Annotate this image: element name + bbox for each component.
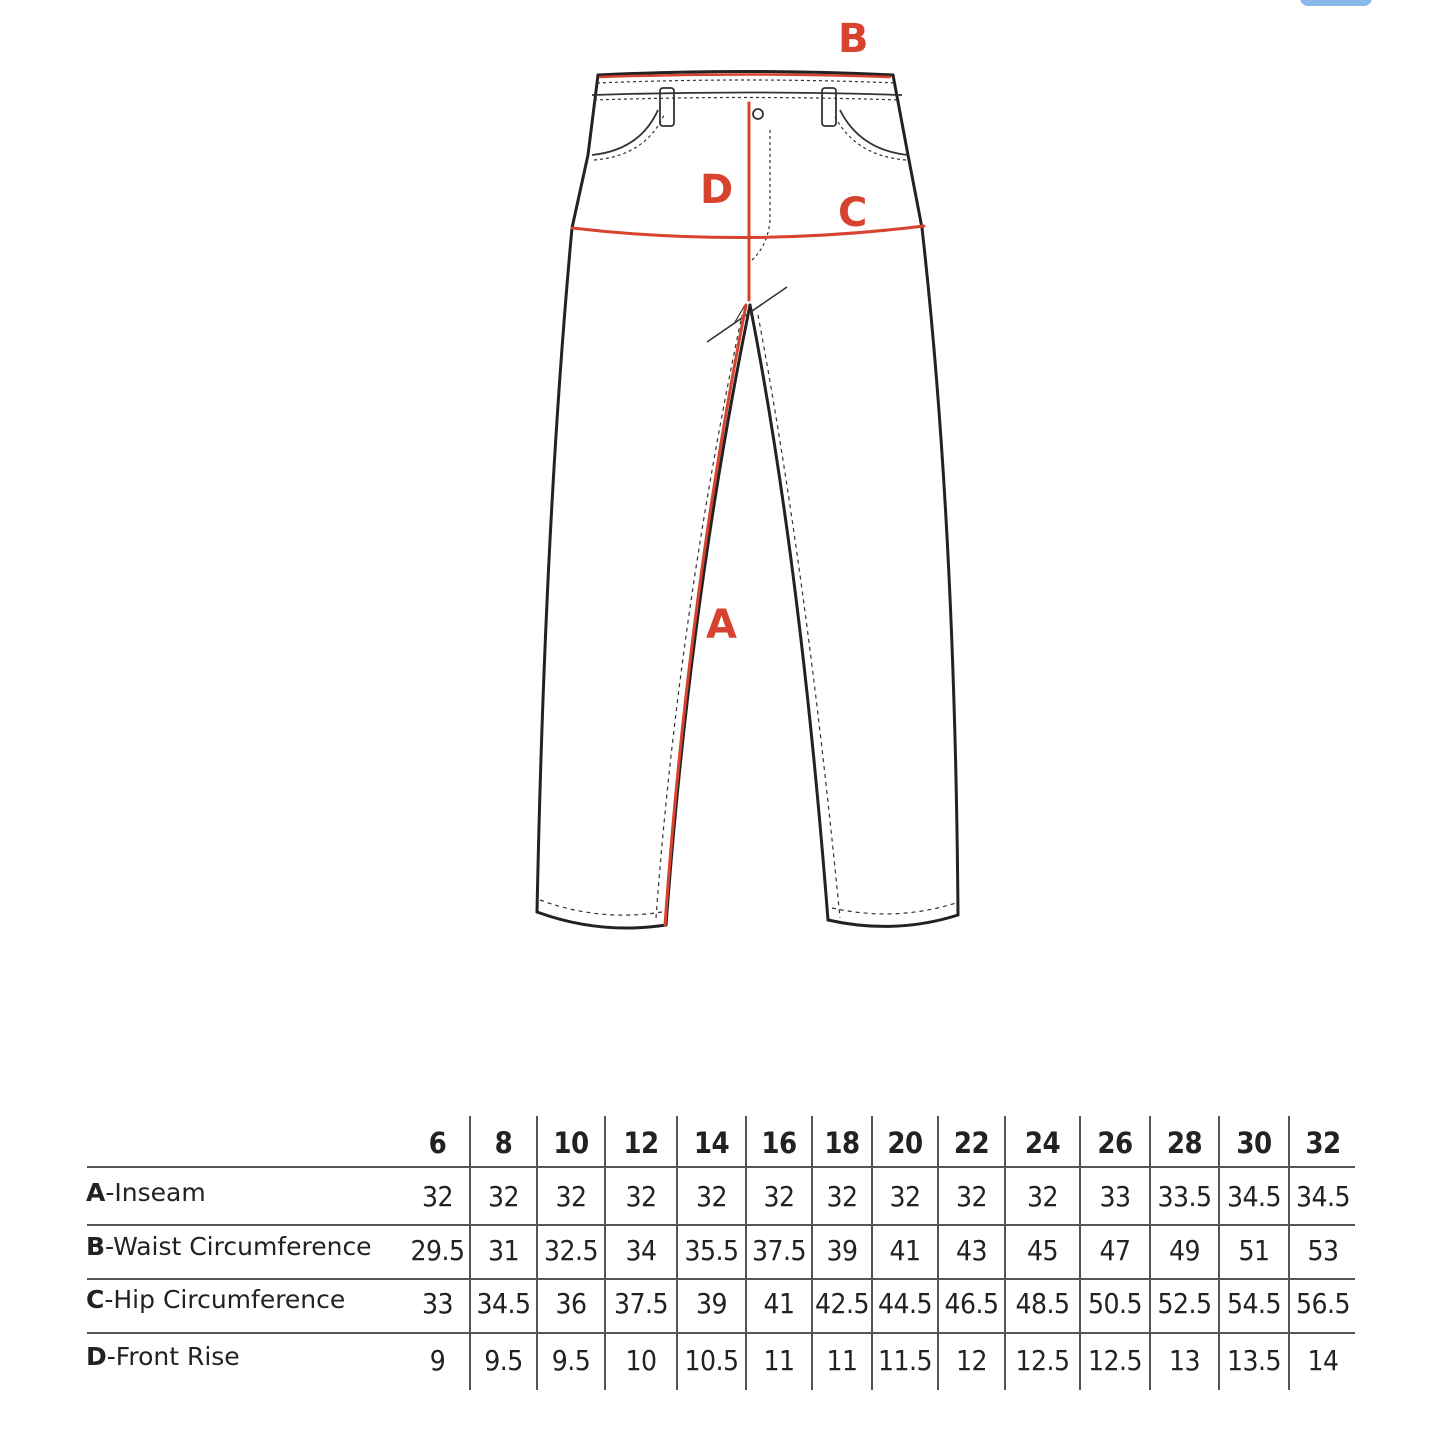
table-cell: 9 bbox=[429, 1344, 446, 1377]
size-header: 12 bbox=[623, 1126, 659, 1160]
table-cell: 47 bbox=[1099, 1234, 1131, 1267]
table-cell: 34.5 bbox=[1295, 1180, 1351, 1213]
table-cell: 11.5 bbox=[877, 1344, 933, 1377]
table-cell: 37.5 bbox=[613, 1287, 669, 1320]
table-cell: 34.5 bbox=[476, 1287, 531, 1320]
table-cell: 56.5 bbox=[1295, 1287, 1351, 1320]
table-cell: 50.5 bbox=[1087, 1287, 1143, 1320]
table-cell: 29.5 bbox=[410, 1234, 465, 1267]
row-label bbox=[86, 1339, 240, 1375]
size-header: 18 bbox=[824, 1126, 860, 1160]
table-cell: 9.5 bbox=[551, 1344, 591, 1377]
table-cell: 39 bbox=[826, 1234, 858, 1267]
row-letter: D bbox=[86, 1342, 107, 1371]
table-cell: 11 bbox=[826, 1344, 858, 1377]
table-cell: 44.5 bbox=[877, 1287, 933, 1320]
table-cell: 13 bbox=[1168, 1344, 1201, 1377]
table-cell: 41 bbox=[889, 1234, 921, 1267]
row-label bbox=[86, 1282, 345, 1318]
label-c: C bbox=[838, 190, 868, 236]
size-header: 22 bbox=[953, 1126, 990, 1160]
table-cell: 53 bbox=[1307, 1234, 1339, 1267]
size-header: 32 bbox=[1305, 1126, 1341, 1160]
table-cell: 34 bbox=[625, 1234, 657, 1267]
table-cell: 51 bbox=[1238, 1234, 1270, 1267]
table-cell: 32 bbox=[763, 1180, 795, 1213]
table-cell: 10 bbox=[625, 1344, 657, 1377]
table-cell: 39 bbox=[695, 1287, 728, 1320]
size-header: 14 bbox=[693, 1126, 730, 1160]
row-letter: A bbox=[86, 1178, 106, 1207]
label-a: A bbox=[706, 602, 737, 648]
table-cell: 32 bbox=[487, 1180, 520, 1213]
table-cell: 11 bbox=[763, 1344, 795, 1377]
row-label bbox=[86, 1229, 372, 1265]
label-b: B bbox=[838, 16, 869, 62]
table-cell: 12 bbox=[955, 1344, 988, 1377]
table-cell: 31 bbox=[487, 1234, 520, 1267]
table-cell: 12.5 bbox=[1087, 1344, 1143, 1377]
size-header: 24 bbox=[1024, 1126, 1061, 1160]
size-header: 8 bbox=[494, 1126, 513, 1160]
table-cell: 32 bbox=[555, 1180, 587, 1213]
table-cell: 33 bbox=[421, 1287, 454, 1320]
row-name: -Front Rise bbox=[106, 1342, 240, 1371]
table-cell: 10.5 bbox=[684, 1344, 739, 1377]
table-cell: 52.5 bbox=[1157, 1287, 1212, 1320]
table-cell: 49 bbox=[1168, 1234, 1201, 1267]
table-cell: 48.5 bbox=[1015, 1287, 1070, 1320]
table-cell: 45 bbox=[1026, 1234, 1059, 1267]
table-cell: 43 bbox=[955, 1234, 988, 1267]
table-cell: 33 bbox=[1099, 1180, 1131, 1213]
row-letter: B bbox=[86, 1232, 106, 1261]
table-hline bbox=[87, 1332, 1355, 1334]
table-cell: 32 bbox=[695, 1180, 728, 1213]
size-header: 16 bbox=[761, 1126, 797, 1160]
table-hline bbox=[87, 1224, 1355, 1226]
size-header: 10 bbox=[553, 1126, 589, 1160]
table-cell: 32 bbox=[625, 1180, 657, 1213]
table-cell: 54.5 bbox=[1226, 1287, 1282, 1320]
row-letter: C bbox=[86, 1285, 105, 1314]
table-cell: 14 bbox=[1307, 1344, 1339, 1377]
table-cell: 36 bbox=[555, 1287, 587, 1320]
size-header: 26 bbox=[1097, 1126, 1133, 1160]
table-cell: 42.5 bbox=[814, 1287, 870, 1320]
table-cell: 32 bbox=[889, 1180, 921, 1213]
table-cell: 37.5 bbox=[751, 1234, 807, 1267]
table-cell: 9.5 bbox=[484, 1344, 523, 1377]
table-cell: 32 bbox=[421, 1180, 454, 1213]
table-cell: 46.5 bbox=[944, 1287, 999, 1320]
row-name: -Inseam bbox=[105, 1178, 206, 1207]
table-cell: 34.5 bbox=[1226, 1180, 1282, 1213]
row-name: -Hip Circumference bbox=[104, 1285, 346, 1314]
table-cell: 33.5 bbox=[1157, 1180, 1212, 1213]
table-cell: 32 bbox=[955, 1180, 988, 1213]
label-d: D bbox=[700, 167, 734, 213]
table-cell: 32.5 bbox=[543, 1234, 599, 1267]
table-cell: 12.5 bbox=[1015, 1344, 1070, 1377]
table-hline bbox=[87, 1278, 1355, 1280]
size-header: 6 bbox=[428, 1126, 447, 1160]
row-label bbox=[86, 1175, 206, 1211]
size-header: 20 bbox=[887, 1126, 923, 1160]
size-header: 30 bbox=[1236, 1126, 1272, 1160]
size-header: 28 bbox=[1166, 1126, 1203, 1160]
table-cell: 41 bbox=[763, 1287, 795, 1320]
table-hline bbox=[87, 1166, 1355, 1168]
table-cell: 35.5 bbox=[684, 1234, 739, 1267]
row-name: -Waist Circumference bbox=[105, 1232, 372, 1261]
table-cell: 32 bbox=[826, 1180, 858, 1213]
table-cell: 13.5 bbox=[1226, 1344, 1282, 1377]
table-cell: 32 bbox=[1026, 1180, 1059, 1213]
